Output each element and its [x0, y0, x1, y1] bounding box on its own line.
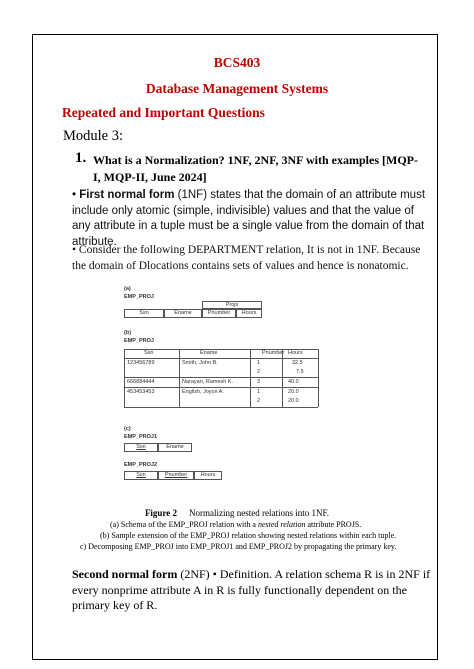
- emp-proj-instance-name: EMP_PROJ: [124, 338, 154, 344]
- table-bottom-rule: [124, 407, 318, 408]
- proj2-col-pnumber: [158, 471, 194, 480]
- proj2-col-ssn: [124, 471, 158, 480]
- schema-col-ename: Ename: [164, 309, 202, 318]
- row-divider: [124, 387, 318, 388]
- table-cell: 1: [257, 389, 261, 395]
- table-cell: 453453453: [127, 389, 155, 395]
- row-divider: [124, 377, 318, 378]
- course-code: BCS403: [213, 55, 261, 70]
- figure-title: Normalizing nested relations into 1NF.: [189, 508, 330, 518]
- table-cell: English, Joyce A.: [182, 389, 224, 395]
- table-cell: 123456789: [127, 360, 155, 366]
- caption-c: c) Decomposing EMP_PROJ into EMP_PROJ1 and EMP_PROJ2 by propagating the primary key.: [80, 542, 397, 551]
- schema-col-pnumber: Pnumber: [202, 309, 236, 318]
- figure-part-c-label: (c): [124, 426, 131, 432]
- second-nf-paragraph: [72, 567, 432, 614]
- table-cell: 1: [257, 360, 261, 366]
- table-col-rule: [318, 349, 319, 407]
- table-cell: 32.5: [292, 360, 303, 366]
- caption-a: [110, 520, 361, 530]
- module-heading: Module 3:: [63, 128, 124, 144]
- question-text: What is a Normalization? 1NF, 2NF, 3NF with examples [MQP-I, MQP-II, June 2024]: [93, 153, 418, 184]
- instance-col-hours: Hours: [288, 350, 303, 356]
- table-cell: Smith, John B.: [182, 360, 218, 366]
- normalization-figure: [124, 286, 354, 486]
- table-cell: 2: [257, 398, 261, 404]
- emp-proj2-name: EMP_PROJ2: [124, 462, 158, 468]
- caption-b: (b) Sample extension of the EMP_PROJ relation showing nested relations within each tuple.: [100, 531, 397, 540]
- table-cell: 40.0: [288, 379, 299, 385]
- caption-a-italic: nested relation: [257, 520, 306, 529]
- table-cell: Narayan, Ramesh K.: [182, 379, 234, 385]
- projs-group-header: Projs: [202, 301, 262, 309]
- figure-number: Figure 2: [144, 508, 178, 518]
- table-cell: 3: [257, 379, 261, 385]
- schema-col-ssn: Ssn: [124, 309, 164, 318]
- proj1-col-ssn: [124, 443, 158, 452]
- first-nf-paragraph: [72, 188, 432, 250]
- table-cell: 20.0: [288, 398, 299, 404]
- table-cell: 2: [257, 369, 261, 375]
- figure-part-a-label: (a): [124, 286, 131, 292]
- instance-col-pnumber: Pnumber: [262, 350, 285, 356]
- proj1-col-ename: Ename: [158, 443, 192, 452]
- second-nf-definition: (2NF) • Definition. A relation schema R is in 2NF if every nonprime attribute A in R is fully functionally dependent on the primary key of R.: [72, 567, 431, 612]
- emp-proj1-name: EMP_PROJ1: [124, 434, 158, 440]
- caption-a-prefix: (a) Schema of the EMP_PROJ relation with a: [110, 520, 258, 529]
- table-header-rule: [124, 358, 318, 359]
- instance-col-ename: Ename: [200, 350, 218, 356]
- table-col-rule: [282, 349, 283, 407]
- figure-part-b-label: (b): [124, 330, 132, 336]
- table-col-rule: [250, 349, 251, 407]
- caption-a-suffix: attribute PROJS.: [305, 520, 362, 529]
- department-paragraph: • Consider the following DEPARTMENT relation, It is not in 1NF. Because the domain of Dlocations contains sets of values and hence is nonatomic.: [72, 244, 421, 272]
- table-col-rule: [179, 349, 180, 407]
- proj1-col-ssn-text: Ssn: [136, 444, 146, 450]
- question-number: 1.: [75, 150, 87, 166]
- table-cell: 666884444: [127, 379, 155, 385]
- proj2-col-pnumber-text: Pnumber: [164, 472, 188, 478]
- bullet: •: [72, 189, 77, 201]
- figure-caption-title: [0, 508, 474, 518]
- table-cell: 7.5: [296, 369, 304, 375]
- instance-col-ssn: Ssn: [144, 350, 154, 356]
- schema-col-hours: Hours: [236, 309, 262, 318]
- first-nf-definition: (1NF) states that the domain of an attribute must include only atomic (simple, indivisible) values and that the value of any attribute in a tuple must be a single value from the domain of that attribute.: [72, 189, 426, 248]
- proj2-col-hours: Hours: [194, 471, 222, 480]
- first-nf-term: First normal form: [79, 189, 175, 201]
- table-cell: 20.0: [288, 389, 299, 395]
- emp-proj-schema-name: EMP_PROJ: [124, 294, 154, 300]
- second-nf-term: Second normal form: [72, 567, 178, 581]
- proj2-col-ssn-text: Ssn: [136, 472, 146, 478]
- subtitle: Repeated and Important Questions: [62, 105, 265, 120]
- table-col-rule: [124, 349, 125, 407]
- course-name: Database Management Systems: [145, 81, 329, 96]
